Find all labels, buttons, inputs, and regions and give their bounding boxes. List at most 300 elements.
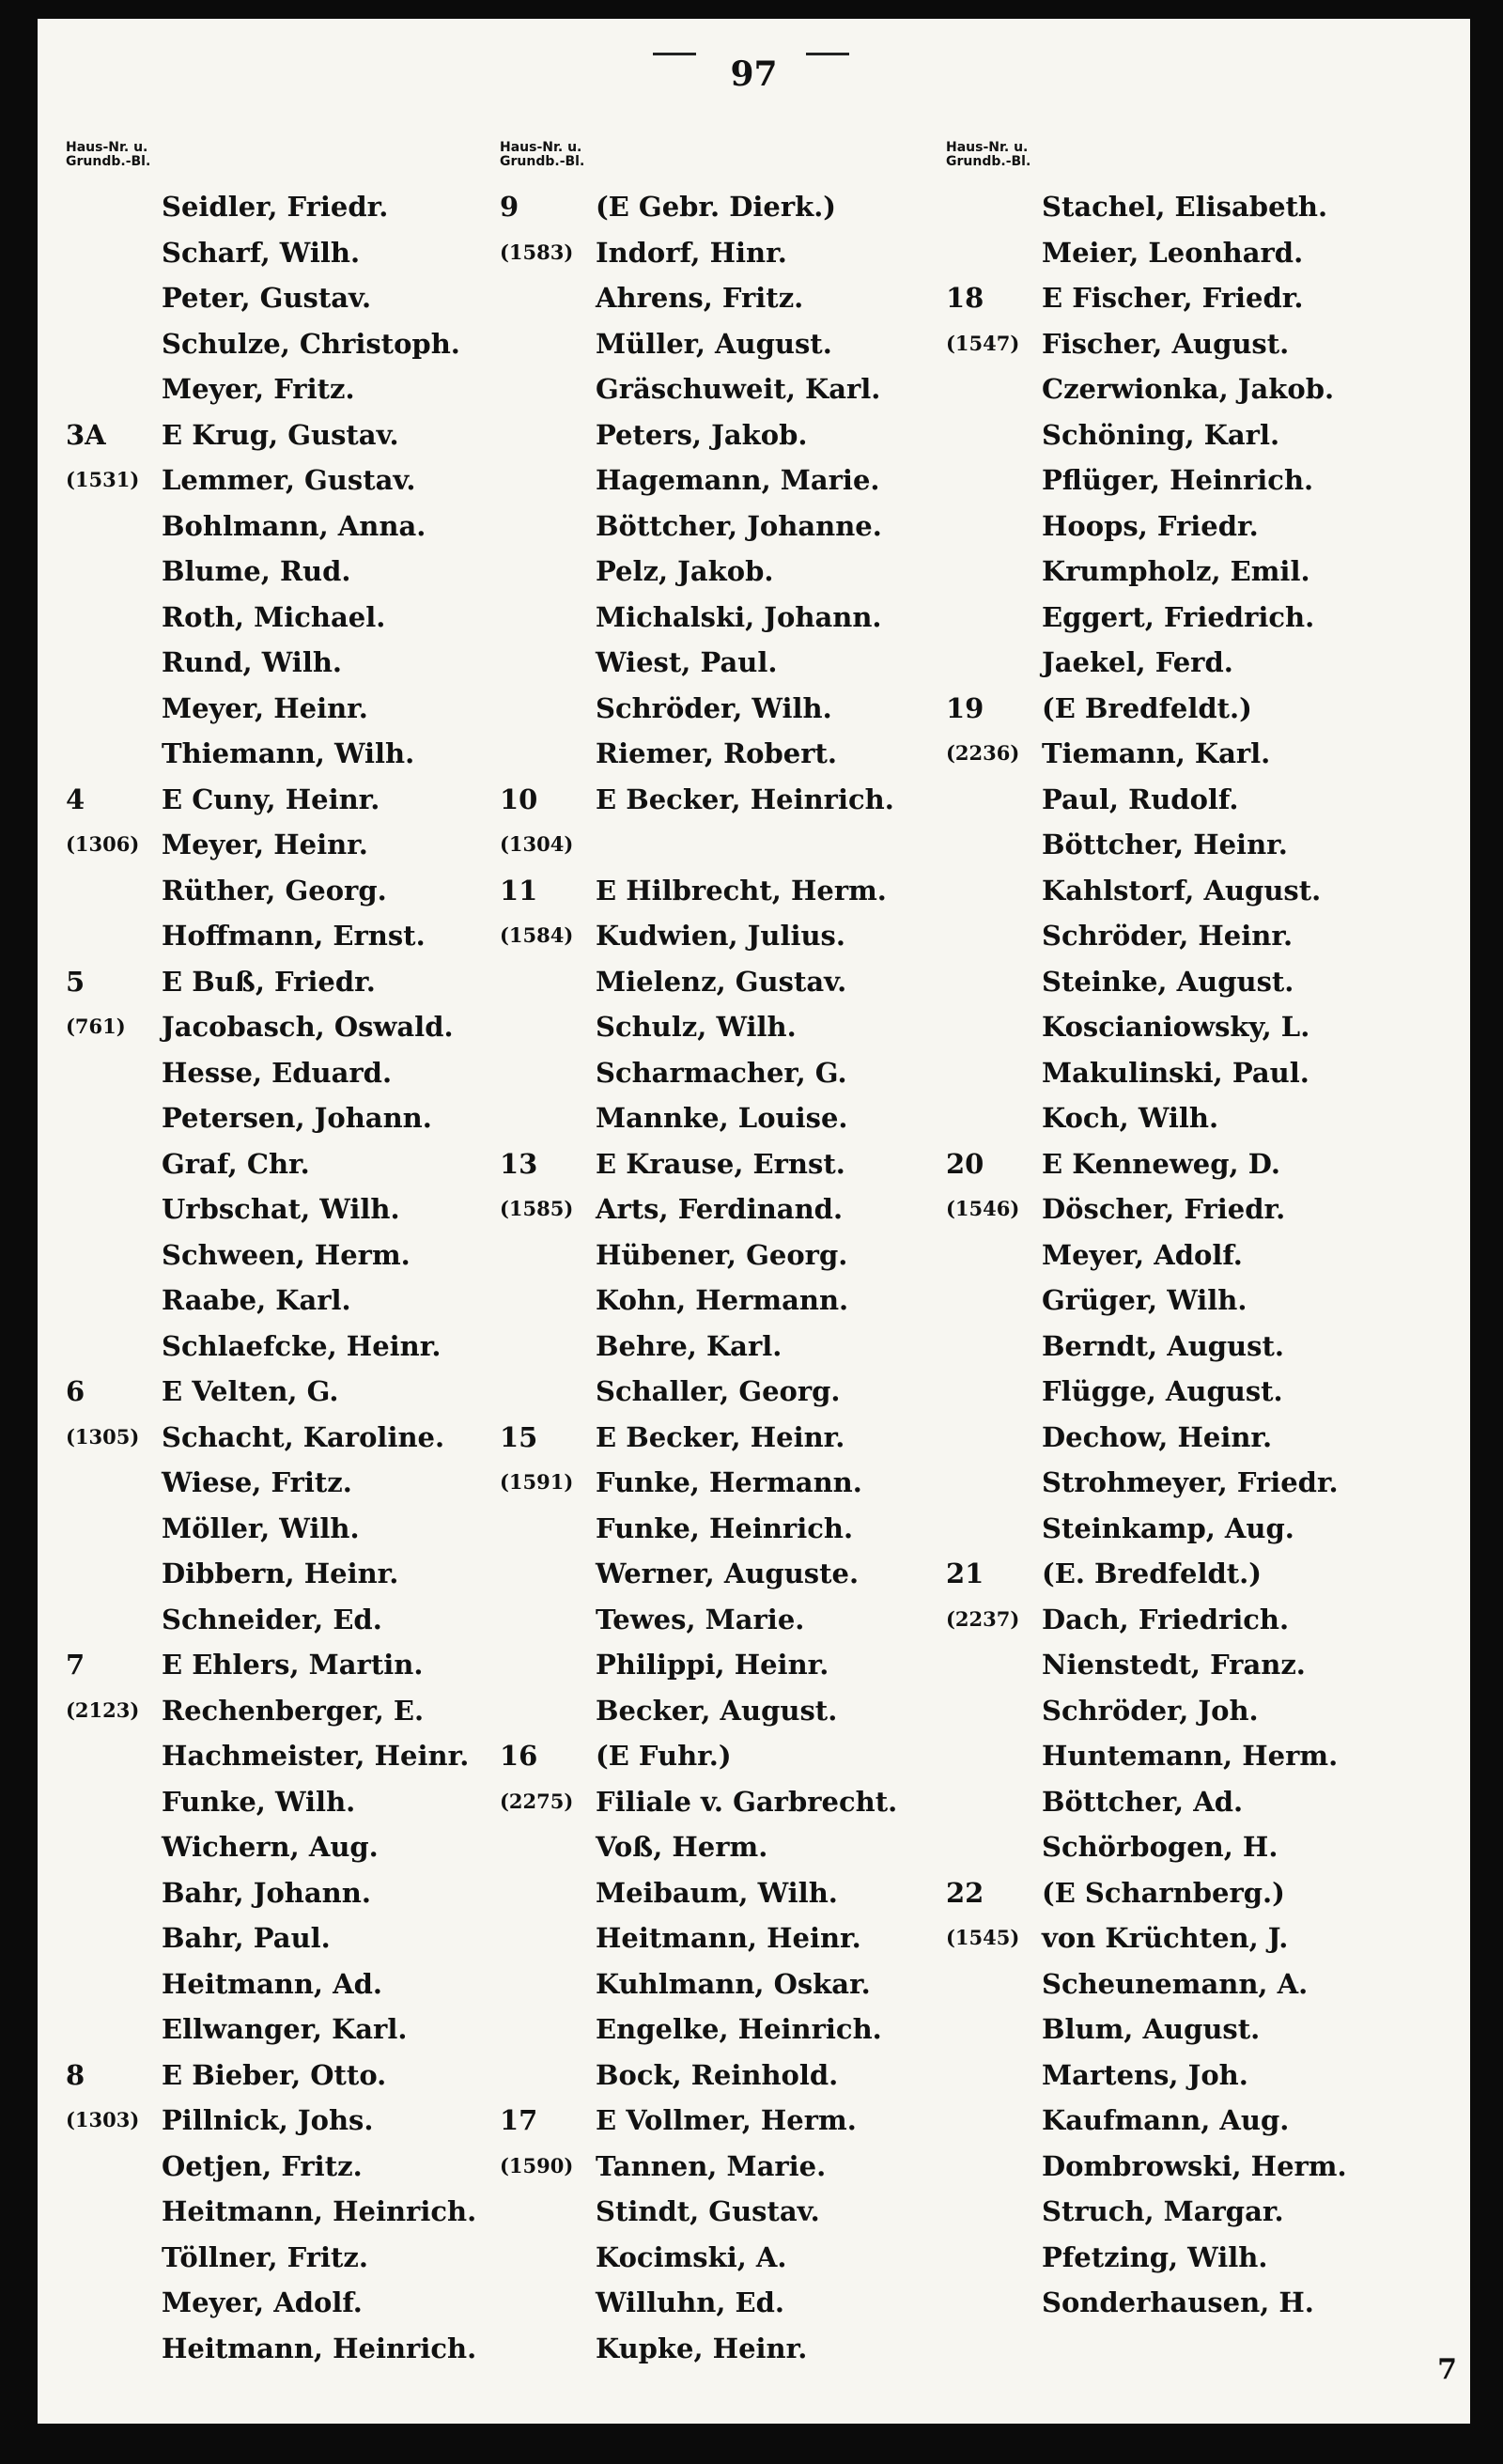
list-item: [500, 1506, 941, 1552]
list-item: [66, 1141, 507, 1187]
resident-name: Pillnick, Johs.: [162, 2104, 374, 2136]
column-header-line-2: Grundb.-Bl.: [946, 154, 1031, 169]
list-item: [946, 1415, 1387, 1461]
resident-name: Bahr, Johann.: [162, 1876, 371, 1909]
resident-name: Steinke, August.: [1042, 965, 1294, 998]
column-header-line-1: Haus-Nr. u.: [946, 140, 1029, 155]
dash-right: [806, 53, 849, 55]
parcel-number: (2237): [946, 1606, 1020, 1631]
resident-name: Dach, Friedrich.: [1042, 1603, 1290, 1635]
resident-name: Schneider, Ed.: [162, 1603, 382, 1635]
list-item: [66, 275, 507, 321]
list-item: [946, 2280, 1387, 2326]
list-item: [500, 868, 941, 914]
resident-name: Koch, Wilh.: [1042, 1102, 1219, 1134]
resident-name: Tewes, Marie.: [596, 1603, 805, 1635]
resident-name: Philippi, Heinr.: [596, 1649, 829, 1681]
list-item: [946, 1551, 1387, 1597]
resident-name: E Kenneweg, D.: [1042, 1147, 1280, 1180]
list-item: [500, 777, 941, 823]
resident-name: Hesse, Eduard.: [162, 1056, 393, 1089]
resident-name: (E Scharnberg.): [1042, 1876, 1285, 1909]
parcel-number: (1303): [66, 2108, 140, 2131]
resident-name: Peters, Jakob.: [596, 418, 808, 451]
list-item: [66, 230, 507, 276]
list-item: [66, 1688, 507, 1734]
resident-name: Meier, Leonhard.: [1042, 236, 1304, 269]
list-item: [500, 1460, 941, 1506]
list-item: [500, 1369, 941, 1415]
list-item: [66, 2189, 507, 2235]
resident-name: E Fischer, Friedr.: [1042, 282, 1304, 314]
resident-name: Kupke, Heinr.: [596, 2332, 808, 2364]
column-header-line-1: Haus-Nr. u.: [500, 140, 582, 155]
resident-name: Meyer, Fritz.: [162, 373, 355, 405]
list-item: [500, 1642, 941, 1688]
resident-name: Kaufmann, Aug.: [1042, 2104, 1290, 2136]
list-item: [500, 321, 941, 367]
list-item: [500, 686, 941, 732]
column-header: [946, 141, 1387, 184]
list-item: [500, 1050, 941, 1096]
resident-name: E Velten, G.: [162, 1375, 339, 1407]
resident-name: Scheunemann, A.: [1042, 1967, 1309, 2000]
resident-name: Dombrowski, Herm.: [1042, 2149, 1347, 2182]
list-item: [66, 731, 507, 777]
list-item: [500, 2098, 941, 2144]
list-item: [500, 1733, 941, 1779]
resident-name: Martens, Joh.: [1042, 2058, 1248, 2091]
list-item: [946, 1050, 1387, 1096]
house-number: 7: [66, 1649, 85, 1681]
column-header-line-2: Grundb.-Bl.: [500, 154, 585, 169]
resident-name: Scharf, Wilh.: [162, 236, 361, 269]
list-item: [66, 366, 507, 412]
resident-name: Meyer, Heinr.: [162, 691, 368, 724]
resident-name: Nienstedt, Franz.: [1042, 1649, 1306, 1681]
list-item: [946, 2235, 1387, 2281]
resident-name: Meyer, Adolf.: [1042, 1238, 1243, 1271]
resident-name: Arts, Ferdinand.: [596, 1193, 844, 1225]
resident-name: Willuhn, Ed.: [596, 2286, 785, 2318]
column-3: [946, 141, 1387, 2326]
resident-name: Wiest, Paul.: [596, 646, 778, 678]
house-number: 18: [946, 282, 984, 314]
house-number: 22: [946, 1876, 984, 1909]
resident-name: Kohn, Hermann.: [596, 1284, 849, 1316]
house-number: 11: [500, 874, 538, 907]
list-item: [500, 366, 941, 412]
resident-name: Peter, Gustav.: [162, 282, 372, 314]
house-number: 15: [500, 1420, 538, 1453]
resident-name: Meyer, Heinr.: [162, 829, 368, 860]
list-item: [946, 2189, 1387, 2235]
list-item: [946, 1186, 1387, 1232]
list-item: [500, 1232, 941, 1278]
resident-name: Scharmacher, G.: [596, 1056, 847, 1089]
list-item: [500, 1004, 941, 1050]
resident-name: Möller, Wilh.: [162, 1511, 360, 1544]
list-item: [946, 1824, 1387, 1870]
house-number: 9: [500, 191, 519, 223]
resident-name: Töllner, Fritz.: [162, 2240, 368, 2273]
resident-name: Petersen, Johann.: [162, 1102, 432, 1134]
column-1: [66, 141, 507, 2371]
parcel-number: (1531): [66, 468, 140, 491]
resident-name: E Becker, Heinr.: [596, 1420, 845, 1453]
resident-name: Makulinski, Paul.: [1042, 1056, 1309, 1089]
list-item: [946, 184, 1387, 230]
parcel-number: (1306): [66, 832, 140, 856]
resident-name: Schröder, Joh.: [1042, 1694, 1259, 1727]
list-item: [66, 1551, 507, 1597]
resident-name: (E Gebr. Dierk.): [596, 191, 837, 223]
list-item: [66, 1050, 507, 1096]
resident-name: Pflüger, Heinrich.: [1042, 464, 1314, 496]
list-item: [66, 959, 507, 1005]
list-item: [946, 1278, 1387, 1324]
column-header-line-1: Haus-Nr. u.: [66, 140, 148, 155]
resident-name: Heitmann, Heinr.: [596, 1922, 861, 1954]
resident-name: E Hilbrecht, Herm.: [596, 874, 887, 907]
resident-name: Dechow, Heinr.: [1042, 1420, 1273, 1453]
list-item: [946, 1004, 1387, 1050]
parcel-number: (1590): [500, 2153, 574, 2177]
resident-name: Seidler, Friedr.: [162, 191, 389, 223]
list-item: [500, 640, 941, 686]
resident-name: (E Fuhr.): [596, 1740, 732, 1772]
list-item: [66, 1870, 507, 1916]
list-item: [500, 1141, 941, 1187]
resident-name: Bock, Reinhold.: [596, 2058, 839, 2091]
page-number: 97: [730, 54, 778, 94]
resident-name: Fischer, August.: [1042, 327, 1290, 360]
resident-name: Funke, Hermann.: [596, 1466, 862, 1498]
parcel-number: (2236): [946, 741, 1020, 765]
resident-name: Kahlstorf, August.: [1042, 874, 1322, 907]
list-item: [66, 640, 507, 686]
resident-name: (E. Bredfeldt.): [1042, 1557, 1262, 1589]
resident-name: Behre, Karl.: [596, 1329, 782, 1362]
parcel-number: (1584): [500, 923, 574, 947]
list-item: [66, 1642, 507, 1688]
list-item: [66, 822, 507, 868]
list-item: [66, 868, 507, 914]
list-item: [500, 457, 941, 504]
resident-name: Blum, August.: [1042, 2013, 1261, 2045]
list-item: [946, 1961, 1387, 2007]
list-item: [66, 1779, 507, 1825]
column-2-rows: [500, 184, 941, 2371]
house-number: 6: [66, 1375, 85, 1407]
resident-name: Schween, Herm.: [162, 1238, 411, 1271]
resident-name: E Krug, Gustav.: [162, 418, 399, 451]
resident-name: Sonderhausen, H.: [1042, 2286, 1314, 2318]
house-number: 8: [66, 2058, 85, 2091]
parcel-number: (1583): [500, 240, 574, 264]
resident-name: Funke, Heinrich.: [596, 1511, 854, 1544]
resident-name: Böttcher, Heinr.: [1042, 829, 1288, 860]
list-item: [946, 366, 1387, 412]
list-item: [66, 184, 507, 230]
resident-name: Hachmeister, Heinr.: [162, 1740, 470, 1772]
list-item: [66, 412, 507, 458]
list-item: [500, 731, 941, 777]
resident-name: Stindt, Gustav.: [596, 2195, 820, 2227]
list-item: [946, 640, 1387, 686]
list-item: [500, 412, 941, 458]
column-header: [500, 141, 941, 184]
resident-name: Heitmann, Heinrich.: [162, 2332, 477, 2364]
resident-name: Krumpholz, Emil.: [1042, 555, 1310, 587]
list-item: [66, 1824, 507, 1870]
resident-name: Böttcher, Ad.: [1042, 1785, 1244, 1818]
resident-name: Mielenz, Gustav.: [596, 965, 847, 998]
list-item: [66, 2144, 507, 2190]
list-item: [66, 595, 507, 641]
list-item: [946, 1597, 1387, 1643]
list-item: [500, 2053, 941, 2099]
resident-name: Oetjen, Fritz.: [162, 2149, 363, 2182]
list-item: [946, 777, 1387, 823]
list-item: [66, 1506, 507, 1552]
directory-page: [38, 19, 1470, 2424]
list-item: [500, 1870, 941, 1916]
resident-name: Schulz, Wilh.: [596, 1011, 797, 1043]
list-item: [500, 1324, 941, 1370]
list-item: [946, 2007, 1387, 2053]
resident-name: Graf, Chr.: [162, 1147, 310, 1180]
resident-name: E Ehlers, Martin.: [162, 1649, 424, 1681]
resident-name: Thiemann, Wilh.: [162, 737, 415, 769]
list-item: [66, 2280, 507, 2326]
resident-name: Tiemann, Karl.: [1042, 737, 1271, 769]
resident-name: Roth, Michael.: [162, 600, 386, 633]
list-item: [500, 549, 941, 595]
list-item: [500, 504, 941, 550]
resident-name: Schacht, Karoline.: [162, 1420, 445, 1453]
resident-name: Huntemann, Herm.: [1042, 1740, 1339, 1772]
list-item: [66, 1369, 507, 1415]
list-item: [946, 1460, 1387, 1506]
resident-name: (E Bredfeldt.): [1042, 691, 1252, 724]
list-item: [66, 2053, 507, 2099]
resident-name: Berndt, August.: [1042, 1329, 1284, 1362]
list-item: [946, 1779, 1387, 1825]
list-item: [500, 230, 941, 276]
list-item: [946, 412, 1387, 458]
resident-name: Czerwionka, Jakob.: [1042, 373, 1335, 405]
column-header: [66, 141, 507, 184]
list-item: [946, 457, 1387, 504]
resident-name: Raabe, Karl.: [162, 1284, 351, 1316]
resident-name: Döscher, Friedr.: [1042, 1193, 1286, 1225]
list-item: [946, 504, 1387, 550]
resident-name: Rüther, Georg.: [162, 874, 387, 907]
list-item: [66, 2235, 507, 2281]
column-header-line-2: Grundb.-Bl.: [66, 154, 151, 169]
parcel-number: (2123): [66, 1697, 140, 1722]
list-item: [66, 1278, 507, 1324]
resident-name: Mannke, Louise.: [596, 1102, 848, 1134]
resident-name: Bahr, Paul.: [162, 1922, 331, 1954]
list-item: [66, 777, 507, 823]
resident-name: Dibbern, Heinr.: [162, 1557, 399, 1589]
column-2: [500, 141, 941, 2371]
list-item: [66, 1961, 507, 2007]
resident-name: Schöning, Karl.: [1042, 418, 1280, 451]
resident-name: Heitmann, Heinrich.: [162, 2195, 477, 2227]
resident-name: Pelz, Jakob.: [596, 555, 774, 587]
list-item: [946, 1915, 1387, 1961]
list-item: [66, 1095, 507, 1141]
resident-name: Ahrens, Fritz.: [596, 282, 804, 314]
resident-name: Stachel, Elisabeth.: [1042, 191, 1328, 223]
list-item: [946, 1324, 1387, 1370]
list-item: [500, 1597, 941, 1643]
resident-name: Kuhlmann, Oskar.: [596, 1967, 871, 2000]
resident-name: Hagemann, Marie.: [596, 464, 880, 496]
resident-name: Böttcher, Johanne.: [596, 509, 882, 542]
parcel-number: (1305): [66, 1424, 140, 1449]
list-item: [500, 959, 941, 1005]
list-item: [500, 184, 941, 230]
list-item: [946, 2053, 1387, 2099]
list-item: [66, 1324, 507, 1370]
parcel-number: (2275): [500, 1789, 574, 1813]
resident-name: Eggert, Friedrich.: [1042, 600, 1315, 633]
resident-name: Becker, August.: [596, 1694, 838, 1727]
list-item: [946, 1095, 1387, 1141]
list-item: [500, 2189, 941, 2235]
parcel-number: (1546): [946, 1197, 1020, 1220]
resident-name: Struch, Margar.: [1042, 2195, 1284, 2227]
resident-name: Wichern, Aug.: [162, 1831, 379, 1863]
list-item: [946, 549, 1387, 595]
resident-name: Jaekel, Ferd.: [1042, 646, 1233, 678]
list-item: [500, 913, 941, 959]
list-item: [500, 822, 941, 868]
list-item: [500, 1779, 941, 1825]
resident-name: Kocimski, A.: [596, 2240, 787, 2273]
resident-name: Wiese, Fritz.: [162, 1466, 352, 1498]
list-item: [946, 1141, 1387, 1187]
list-item: [500, 1186, 941, 1232]
house-number: 10: [500, 783, 538, 815]
list-item: [66, 549, 507, 595]
list-item: [500, 2326, 941, 2372]
list-item: [500, 595, 941, 641]
resident-name: Michalski, Johann.: [596, 600, 882, 633]
parcel-number: (1591): [500, 1470, 574, 1494]
list-item: [500, 1415, 941, 1461]
resident-name: Müller, August.: [596, 327, 832, 360]
resident-name: Schlaefcke, Heinr.: [162, 1329, 442, 1362]
list-item: [946, 1688, 1387, 1734]
list-item: [946, 868, 1387, 914]
list-item: [66, 1004, 507, 1050]
list-item: [500, 275, 941, 321]
house-number: 13: [500, 1147, 538, 1180]
resident-name: Bohlmann, Anna.: [162, 509, 426, 542]
resident-name: von Krüchten, J.: [1042, 1922, 1289, 1954]
resident-name: Strohmeyer, Friedr.: [1042, 1466, 1339, 1498]
column-1-rows: [66, 184, 507, 2371]
resident-name: Schröder, Wilh.: [596, 691, 832, 724]
list-item: [946, 731, 1387, 777]
resident-name: Blume, Rud.: [162, 555, 351, 587]
list-item: [500, 1824, 941, 1870]
list-item: [66, 504, 507, 550]
list-item: [946, 913, 1387, 959]
resident-name: Jacobasch, Oswald.: [162, 1011, 454, 1043]
list-item: [946, 1733, 1387, 1779]
house-number: 5: [66, 965, 85, 998]
parcel-number: (1585): [500, 1197, 574, 1220]
house-number: 16: [500, 1740, 538, 1772]
resident-name: Schulze, Christoph.: [162, 327, 460, 360]
house-number: 4: [66, 783, 85, 815]
list-item: [66, 2326, 507, 2372]
list-item: [500, 2144, 941, 2190]
list-item: [66, 1460, 507, 1506]
list-item: [66, 1415, 507, 1461]
list-item: [500, 1551, 941, 1597]
list-item: [500, 1278, 941, 1324]
list-item: [946, 275, 1387, 321]
resident-name: Schörbogen, H.: [1042, 1831, 1278, 1863]
resident-name: E Becker, Heinrich.: [596, 783, 894, 815]
resident-name: Funke, Wilh.: [162, 1785, 356, 1818]
resident-name: Werner, Auguste.: [596, 1557, 860, 1589]
list-item: [66, 1915, 507, 1961]
resident-name: Riemer, Robert.: [596, 737, 838, 769]
resident-name: Paul, Rudolf.: [1042, 783, 1239, 815]
list-item: [66, 1597, 507, 1643]
resident-name: Hoffmann, Ernst.: [162, 920, 426, 952]
resident-name: Flügge, August.: [1042, 1375, 1283, 1407]
list-item: [946, 2144, 1387, 2190]
resident-name: Meyer, Adolf.: [162, 2286, 363, 2318]
resident-name: Kudwien, Julius.: [596, 920, 845, 952]
list-item: [500, 2007, 941, 2053]
resident-name: Pfetzing, Wilh.: [1042, 2240, 1268, 2273]
list-item: [500, 2235, 941, 2281]
list-item: [500, 1688, 941, 1734]
house-number: 21: [946, 1557, 984, 1589]
resident-name: Gräschuweit, Karl.: [596, 373, 881, 405]
house-number: 17: [500, 2104, 538, 2136]
list-item: [946, 230, 1387, 276]
resident-name: Filiale v. Garbrecht.: [596, 1785, 898, 1818]
list-item: [946, 822, 1387, 868]
list-item: [946, 686, 1387, 732]
house-number: 20: [946, 1147, 984, 1180]
resident-name: E Buß, Friedr.: [162, 965, 376, 998]
resident-name: Indorf, Hinr.: [596, 236, 787, 269]
resident-name: Koscianiowsky, L.: [1042, 1011, 1310, 1043]
resident-name: E Cuny, Heinr.: [162, 783, 380, 815]
parcel-number: (761): [66, 1015, 126, 1038]
list-item: [66, 913, 507, 959]
list-item: [500, 1095, 941, 1141]
resident-name: Schaller, Georg.: [596, 1375, 841, 1407]
footer-mark: 7: [1437, 2353, 1457, 2386]
list-item: [66, 1733, 507, 1779]
parcel-number: (1304): [500, 832, 574, 856]
parcel-number: (1547): [946, 331, 1020, 355]
column-3-rows: [946, 184, 1387, 2326]
